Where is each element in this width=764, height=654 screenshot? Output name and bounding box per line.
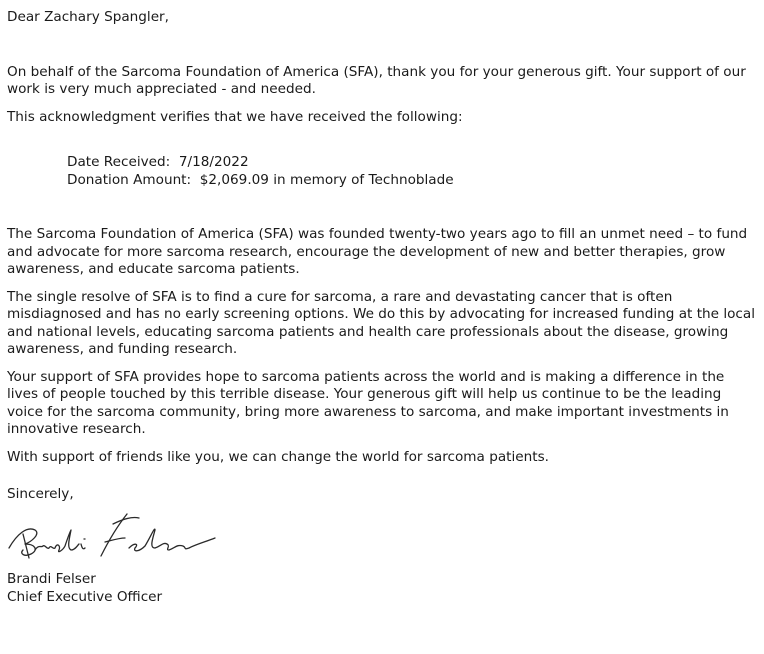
letter-body xyxy=(7,9,757,607)
paragraph-thanks: On behalf of the Sarcoma Foundation of America (SFA), thank you for your generous gift. Your support of our work is very much appreciated - and needed. xyxy=(7,63,746,97)
paragraph-acknowledgment: This acknowledgment verifies that we have received the following: xyxy=(7,108,463,125)
closing: Sincerely, xyxy=(7,486,74,502)
signature-image xyxy=(5,504,235,568)
date-received-line xyxy=(67,153,757,171)
greeting: Dear Zachary Spangler, xyxy=(7,9,169,25)
donation-details xyxy=(67,153,757,189)
signer-block xyxy=(7,570,757,607)
paragraph-support: Your support of SFA provides hope to sarcoma patients across the world and is making a difference in the lives of people touched by this terrible disease. Your generous gift will help us continue to be the leading voice for the sarcoma community, bring more awareness to sarcoma, and make important investments in innovative research. xyxy=(7,368,729,437)
paragraph-resolve: The single resolve of SFA is to find a cure for sarcoma, a rare and devastating cancer that is often misdiagnosed and has no early screening options. We do this by advocating for increased funding at the local and national levels, educating sarcoma patients and health care professionals about the disease, growing awareness, and funding research. xyxy=(7,288,756,357)
paragraph-friends: With support of friends like you, we can change the world for sarcoma patients. xyxy=(7,448,549,465)
donation-amount-line xyxy=(67,171,757,189)
date-received-label: Date Received: xyxy=(67,154,171,170)
donation-amount-value: $2,069.09 in memory of Technoblade xyxy=(199,172,454,188)
donation-amount-label: Donation Amount: xyxy=(67,172,192,188)
handwritten-signature xyxy=(7,504,237,570)
signer-name: Brandi Felser xyxy=(7,570,96,587)
signer-title: Chief Executive Officer xyxy=(7,589,163,605)
date-received-value: 7/18/2022 xyxy=(178,154,249,170)
paragraph-founded: The Sarcoma Foundation of America (SFA) was founded twenty-two years ago to fill an unmet need – to fund and advocate for more sarcoma research, encourage the development of new and better therapies, grow awareness, and educate sarcoma patients. xyxy=(7,226,748,277)
